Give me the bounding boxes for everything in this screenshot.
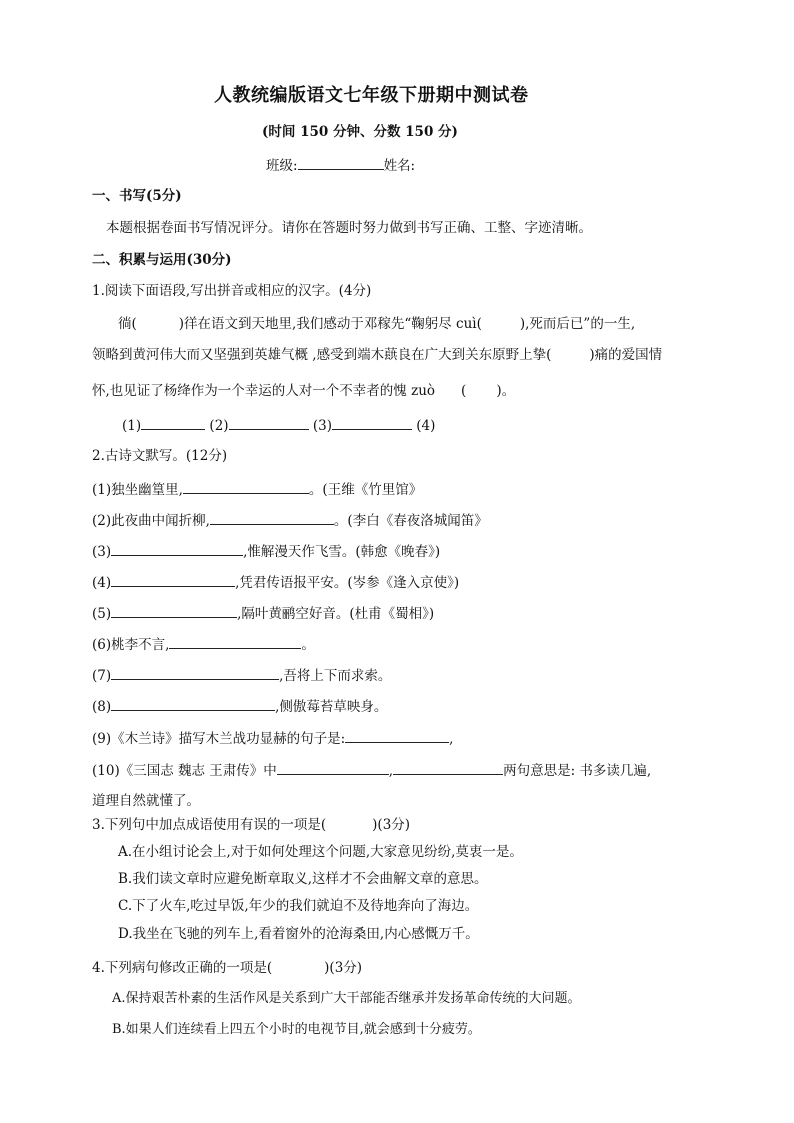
q2-line2 [92,510,488,531]
answer-blank[interactable] [393,760,503,775]
q1-text: 怀,也见证了杨绛作为一个幸运的人对一个不幸者的愧 zuò [92,383,436,399]
q2-text: 两句意思是: 书多读几遍, [503,763,652,779]
q2-text: 。(李白《春夜洛城闻笛》 [333,513,488,529]
q1-stem: 1.阅读下面语段,写出拼音或相应的汉字。(4分) [92,283,372,299]
q2-text: (10)《三国志 魏志 王肃传》中 [92,763,277,779]
q3-option-a[interactable]: A.在小组讨论会上,对于如何处理这个问题,大家意见纷纷,莫衷一是。 [118,844,523,860]
exam-subtitle: (时间 150 分钟、分数 150 分) [262,124,458,140]
q2-text: ,隔叶黄鹂空好音。(杜甫《蜀相》) [237,606,435,622]
q2-line6 [92,634,315,655]
q2-text: (8) [92,699,112,715]
q3-option-c[interactable]: C.下了火车,吃过早饭,年少的我们就迫不及待地奔向了海边。 [118,898,479,914]
answer-blank[interactable] [345,728,449,743]
q3-stem [92,815,410,835]
q2-text: (2)此夜曲中闻折柳, [92,513,210,529]
q1-text: 徜( [118,316,137,332]
section-heading-usage: 二、积累与运用(30分) [92,252,232,268]
q3-stem-text: )(3分) [372,817,411,833]
q2-text: (4) [92,575,112,591]
q2-text: 。(王维《竹里馆》 [308,482,423,498]
q2-line8 [92,696,387,717]
section-heading-writing: 一、书写(5分) [92,188,182,204]
q2-text: 。 [301,637,315,653]
q4-stem [92,958,362,978]
answer-blank[interactable] [111,665,279,680]
q1-text: ),死而后已”的一生, [519,316,636,332]
answer-blank[interactable] [111,696,275,711]
q2-text: (9)《木兰诗》描写木兰战功显赫的句子是: [92,731,346,747]
section-writing-body: 本题根据卷面书写情况评分。请你在答题时努力做到书写正确、工整、字迹清晰。 [106,220,592,236]
q2-text: (3) [92,544,112,560]
class-blank[interactable] [298,155,384,170]
answer-label: (4) [416,418,436,434]
q2-stem: 2.古诗文默写。(12分) [92,448,228,464]
q2-text: ,侧傲莓苔草映身。 [275,699,388,715]
q1-passage-line3 [92,381,515,401]
answer-blank[interactable] [169,634,301,649]
q3-option-b[interactable]: B.我们读文章时应避免断章取义,这样才不会曲解文章的意思。 [118,871,488,887]
q2-line10-cont: 道理自然就懂了。 [92,793,200,809]
page-title: 人教统编版语文七年级下册期中测试卷 [214,85,529,106]
q2-line5 [92,603,434,624]
answer-blank[interactable] [332,415,412,430]
q2-line1 [92,479,422,500]
answer-blank[interactable] [183,479,309,494]
q2-text: (1)独坐幽篁里, [92,482,183,498]
q4-stem-text: )(3分) [324,960,363,976]
q1-passage-line2 [92,345,662,365]
answer-label: (2) [209,418,229,434]
q2-line9 [92,728,453,749]
q4-stem-text: 4.下列病句修改正确的一项是( [92,960,273,976]
answer-blank[interactable] [141,415,205,430]
q2-text: (6)桃李不言, [92,637,170,653]
q3-option-d[interactable]: D.我坐在飞驰的列车上,看着窗外的沧海桑田,内心感慨万千。 [118,926,479,942]
answer-label: (1) [122,418,142,434]
q3-stem-text: 3.下列句中加点成语使用有误的一项是( [92,817,327,833]
q2-text: ,惟解漫天作飞雪。(韩愈《晚春》) [243,544,441,560]
q4-option-a[interactable]: A.保持艰苦朴素的生活作风是关系到广大干部能否继承并发扬革命传统的大问题。 [112,991,581,1006]
answer-blank[interactable] [229,415,309,430]
q4-option-b[interactable]: B.如果人们连续看上四五个小时的电视节目,就会感到十分疲劳。 [112,1022,481,1037]
q1-passage-line1 [118,314,635,334]
q2-text: (5) [92,606,112,622]
q2-line7 [92,665,391,686]
q1-text: ( [461,383,467,399]
class-label: 班级: [266,158,298,174]
class-name-row [266,155,415,176]
q2-line4 [92,572,459,593]
q1-text: )徉在语文到天地里,我们感动于邓稼先“鞠躬尽 cuì( [178,316,482,332]
answer-label: (3) [312,418,332,434]
answer-blank[interactable] [277,760,389,775]
q2-text: ,吾将上下而求索。 [279,668,392,684]
q2-text: (7) [92,668,112,684]
answer-blank[interactable] [210,510,334,525]
q1-text: )痛的爱国情 [589,347,663,363]
q1-answer-row [122,415,435,436]
name-label: 姓名: [383,158,416,174]
q2-line3 [92,541,440,562]
answer-blank[interactable] [111,541,243,556]
q2-line10 [92,760,651,781]
q2-text: ,凭君传语报平安。(岑参《逢入京使》) [235,575,460,591]
q1-text: )。 [496,383,516,399]
q2-text: , [388,763,394,779]
answer-blank[interactable] [111,603,237,618]
q1-text: 领略到黄河伟大而又坚强到英雄气概 ,感受到端木蕻良在广大到关东原野上挚( [92,347,552,363]
q2-text: , [449,731,454,747]
answer-blank[interactable] [111,572,235,587]
